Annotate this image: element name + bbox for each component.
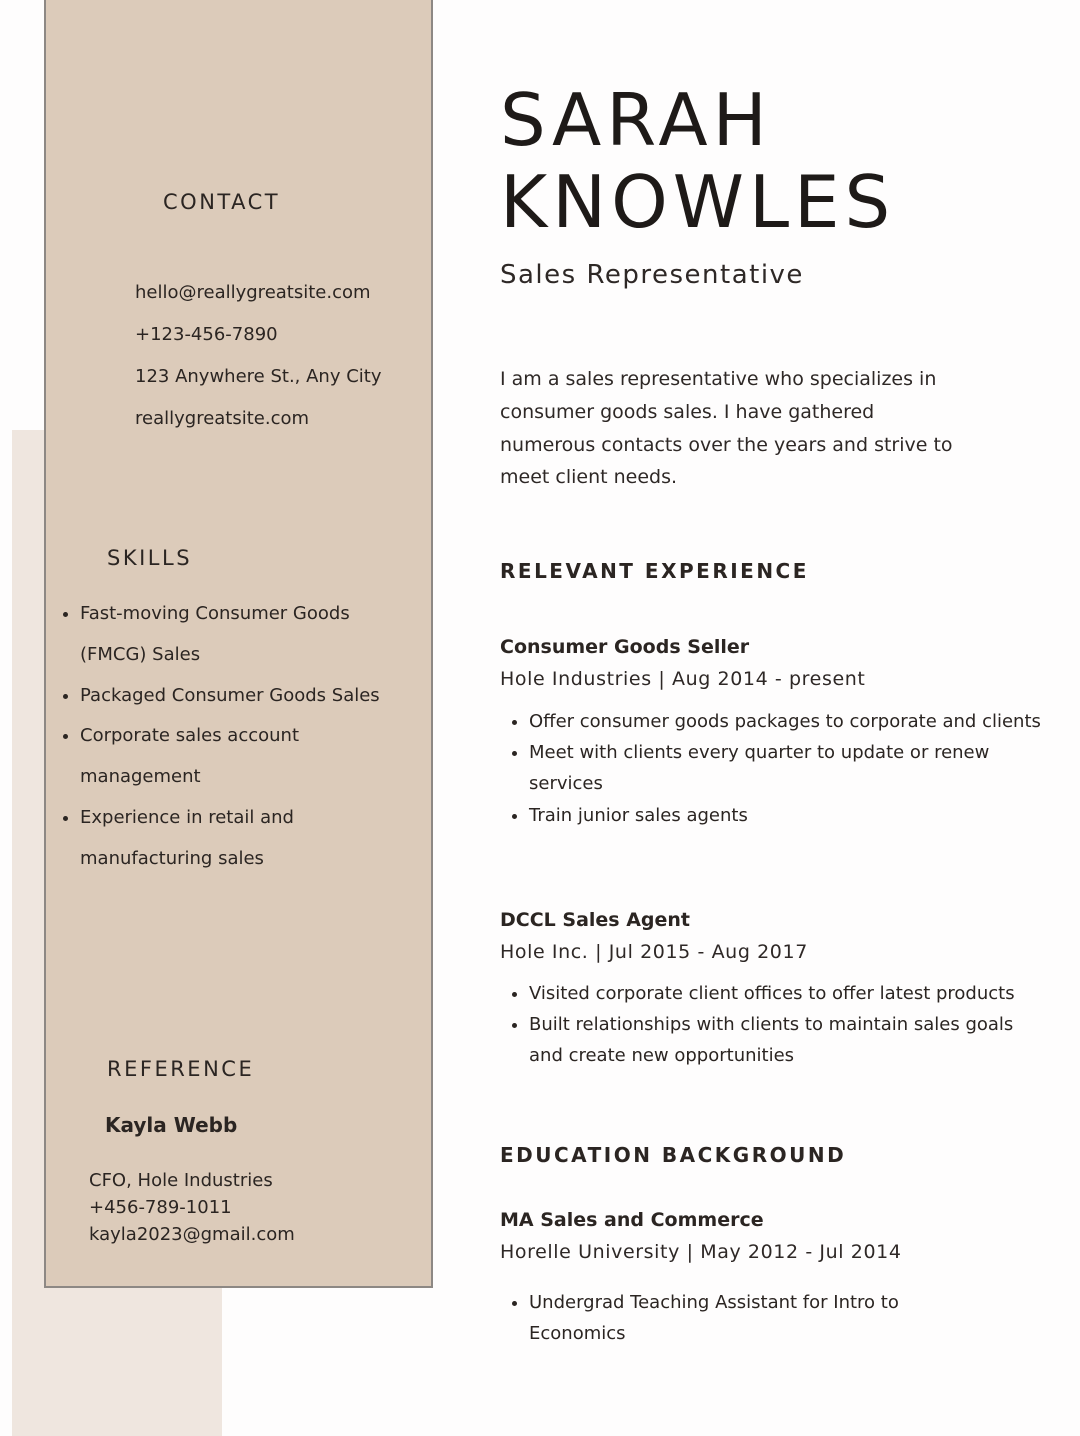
reference-heading: REFERENCE bbox=[107, 1057, 255, 1081]
skills-list bbox=[60, 594, 410, 880]
education-bullets bbox=[510, 1287, 929, 1349]
skill-item: • Fast-moving Consumer Goods (FMCG) Sales bbox=[80, 594, 410, 676]
contact-email: hello@reallygreatsite.com bbox=[135, 282, 371, 303]
reference-name: Kayla Webb bbox=[105, 1113, 238, 1137]
job-bullet: • Meet with clients every quarter to update or renew services bbox=[529, 737, 1049, 799]
job-bullet: • Visited corporate client offices to offer latest products bbox=[529, 978, 1049, 1009]
education-heading: EDUCATION BACKGROUND bbox=[500, 1143, 847, 1167]
job-bullet: • Train junior sales agents bbox=[529, 800, 1049, 831]
job-meta: Hole Industries | Aug 2014 - present bbox=[500, 668, 866, 690]
experience-heading: RELEVANT EXPERIENCE bbox=[500, 559, 809, 583]
contact-website: reallygreatsite.com bbox=[135, 408, 310, 429]
job-bullet: • Offer consumer goods packages to corporate and clients bbox=[529, 706, 1049, 737]
education-bullet: • Undergrad Teaching Assistant for Intro to Economics bbox=[529, 1287, 929, 1349]
job-title-subtitle: Sales Representative bbox=[500, 260, 804, 290]
skill-item: • Packaged Consumer Goods Sales bbox=[80, 676, 410, 717]
job-meta: Hole Inc. | Jul 2015 - Aug 2017 bbox=[500, 941, 808, 963]
contact-heading: CONTACT bbox=[163, 190, 281, 214]
degree-title: MA Sales and Commerce bbox=[500, 1209, 764, 1231]
skill-item: • Experience in retail and manufacturing sales bbox=[80, 798, 410, 880]
reference-email: kayla2023@gmail.com bbox=[89, 1224, 295, 1245]
last-name: KNOWLES bbox=[500, 160, 896, 244]
reference-phone: +456-789-1011 bbox=[89, 1197, 232, 1218]
job-bullet: • Built relationships with clients to maintain sales goals and create new opportunities bbox=[529, 1009, 1049, 1071]
contact-phone: +123-456-7890 bbox=[135, 324, 278, 345]
reference-role: CFO, Hole Industries bbox=[89, 1170, 273, 1191]
contact-address: 123 Anywhere St., Any City bbox=[135, 366, 382, 387]
job-title: Consumer Goods Seller bbox=[500, 636, 750, 658]
skill-item: • Corporate sales account management bbox=[80, 716, 410, 798]
job-title: DCCL Sales Agent bbox=[500, 909, 691, 931]
first-name: SARAH bbox=[500, 78, 772, 162]
profile-summary: I am a sales representative who specializes in consumer goods sales. I have gathered numerous contacts over the years and strive to meet client needs. bbox=[500, 368, 953, 489]
job-bullets bbox=[510, 978, 1049, 1072]
skills-heading: SKILLS bbox=[107, 546, 193, 570]
degree-meta: Horelle University | May 2012 - Jul 2014 bbox=[500, 1241, 902, 1263]
job-bullets bbox=[510, 706, 1049, 831]
